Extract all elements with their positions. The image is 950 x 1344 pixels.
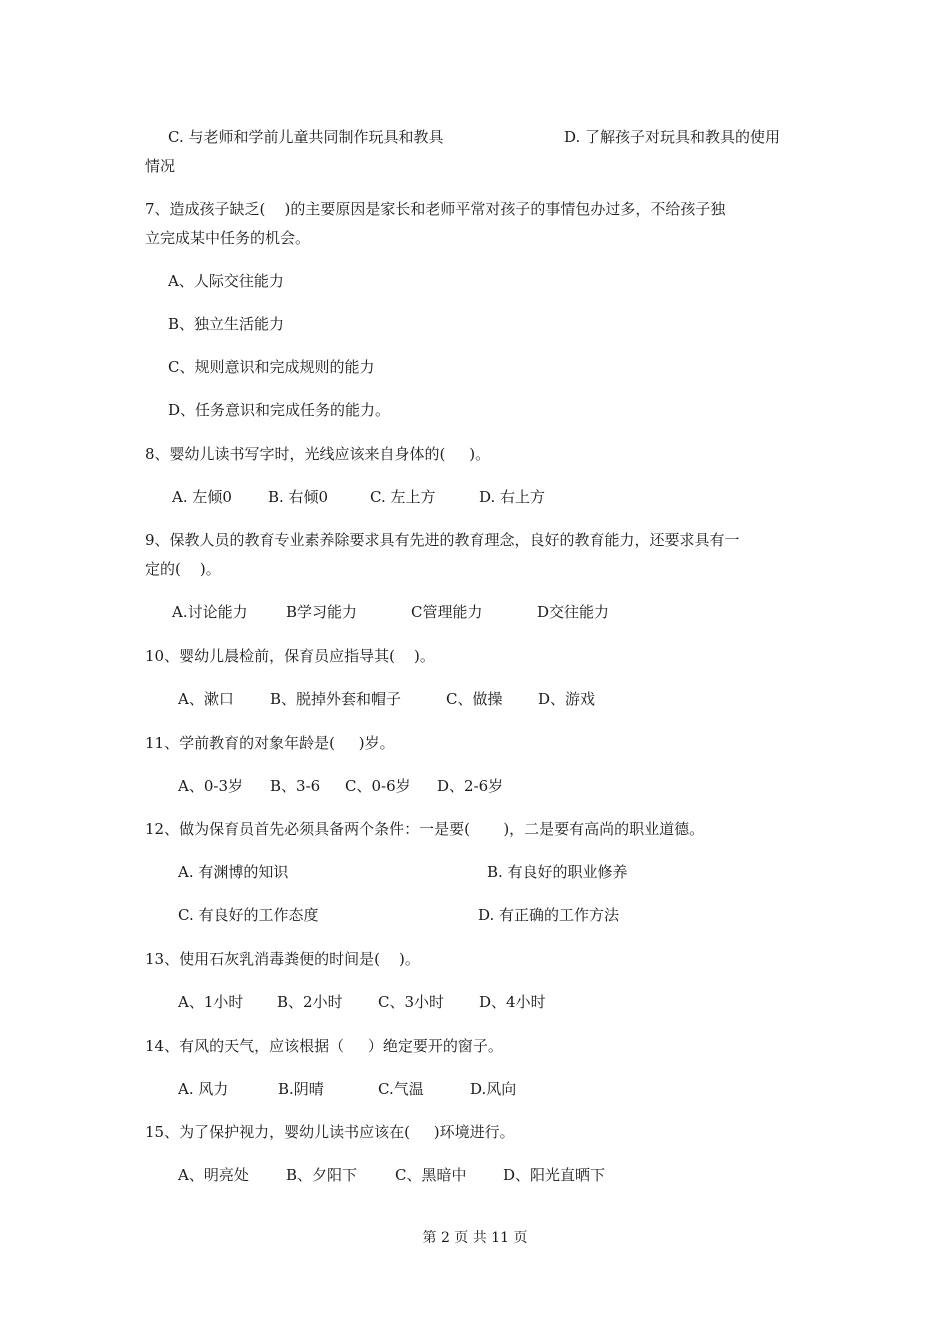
q8-option-c: C. 左上方 xyxy=(370,488,436,506)
q7-option-b: B、独立生活能力 xyxy=(168,315,285,333)
q8-option-b: B. 右倾0 xyxy=(268,488,329,506)
q8-option-a: A. 左倾0 xyxy=(172,488,232,506)
q13-option-c: C、3小时 xyxy=(378,993,445,1011)
q10-stem: 10、婴幼儿晨检前，保育员应指导其( )。 xyxy=(145,647,435,665)
q14-option-d: D.风向 xyxy=(470,1080,517,1098)
q13-option-a: A、1小时 xyxy=(178,993,244,1011)
q9-option-a: A.讨论能力 xyxy=(172,603,248,621)
q7-option-c: C、规则意识和完成规则的能力 xyxy=(168,358,375,376)
q12-stem: 12、做为保育员首先必须具备两个条件：一是要( )，二是要有高尚的职业道德。 xyxy=(145,820,705,838)
q9-option-b: B学习能力 xyxy=(286,603,358,621)
q8-stem: 8、婴幼儿读书写字时，光线应该来自身体的( )。 xyxy=(145,445,491,463)
q9-stem-line1: 9、保教人员的教育专业素养除要求具有先进的教育理念，良好的教育能力，还要求具有一 xyxy=(145,531,740,549)
q7-stem-line1: 7、造成孩子缺乏( )的主要原因是家长和老师平常对孩子的事情包办过多，不给孩子独 xyxy=(145,200,726,218)
q15-stem: 15、为了保护视力，婴幼儿读书应该在( )环境进行。 xyxy=(145,1123,515,1141)
q14-option-a: A. 风力 xyxy=(178,1080,229,1098)
q15-option-d: D、阳光直晒下 xyxy=(503,1166,606,1184)
q11-stem: 11、学前教育的对象年龄是( )岁。 xyxy=(145,734,395,752)
q11-option-c: C、0-6岁 xyxy=(345,777,411,795)
q6-option-d: D. 了解孩子对玩具和教具的使用 xyxy=(564,128,781,146)
q12-option-a: A. 有渊博的知识 xyxy=(178,863,289,881)
q11-option-d: D、2-6岁 xyxy=(437,777,504,795)
q13-option-b: B、2小时 xyxy=(277,993,343,1011)
q6-option-d-wrap: 情况 xyxy=(145,157,176,175)
q12-option-b: B. 有良好的职业修养 xyxy=(487,863,628,881)
page-footer: 第 2 页 共 11 页 xyxy=(422,1230,528,1246)
q9-stem-line2: 定的( )。 xyxy=(145,560,221,578)
q15-option-a: A、明亮处 xyxy=(178,1166,249,1184)
q7-option-d: D、任务意识和完成任务的能力。 xyxy=(168,401,391,419)
q11-option-b: B、3-6 xyxy=(270,777,321,795)
q10-option-b: B、脱掉外套和帽子 xyxy=(270,690,402,708)
q14-option-b: B.阴晴 xyxy=(278,1080,324,1098)
q15-option-c: C、黑暗中 xyxy=(395,1166,467,1184)
q11-option-a: A、0-3岁 xyxy=(178,777,243,795)
q12-option-c: C. 有良好的工作态度 xyxy=(178,906,319,924)
q10-option-d: D、游戏 xyxy=(538,690,596,708)
q12-option-d: D. 有正确的工作方法 xyxy=(478,906,620,924)
q10-option-a: A、漱口 xyxy=(178,690,234,708)
q9-option-c: C管理能力 xyxy=(411,603,483,621)
q7-stem-line2: 立完成某中任务的机会。 xyxy=(145,229,311,247)
q15-option-b: B、夕阳下 xyxy=(286,1166,358,1184)
q10-option-c: C、做操 xyxy=(446,690,503,708)
q6-option-c: C. 与老师和学前儿童共同制作玩具和教具 xyxy=(168,128,444,146)
q13-option-d: D、4小时 xyxy=(479,993,546,1011)
q8-option-d: D. 右上方 xyxy=(479,488,546,506)
q14-option-c: C.气温 xyxy=(378,1080,424,1098)
q14-stem: 14、有风的天气，应该根据（ ）绝定要开的窗子。 xyxy=(145,1037,503,1055)
q7-option-a: A、人际交往能力 xyxy=(168,272,284,290)
q13-stem: 13、使用石灰乳消毒粪便的时间是( )。 xyxy=(145,950,420,968)
q9-option-d: D交往能力 xyxy=(537,603,610,621)
